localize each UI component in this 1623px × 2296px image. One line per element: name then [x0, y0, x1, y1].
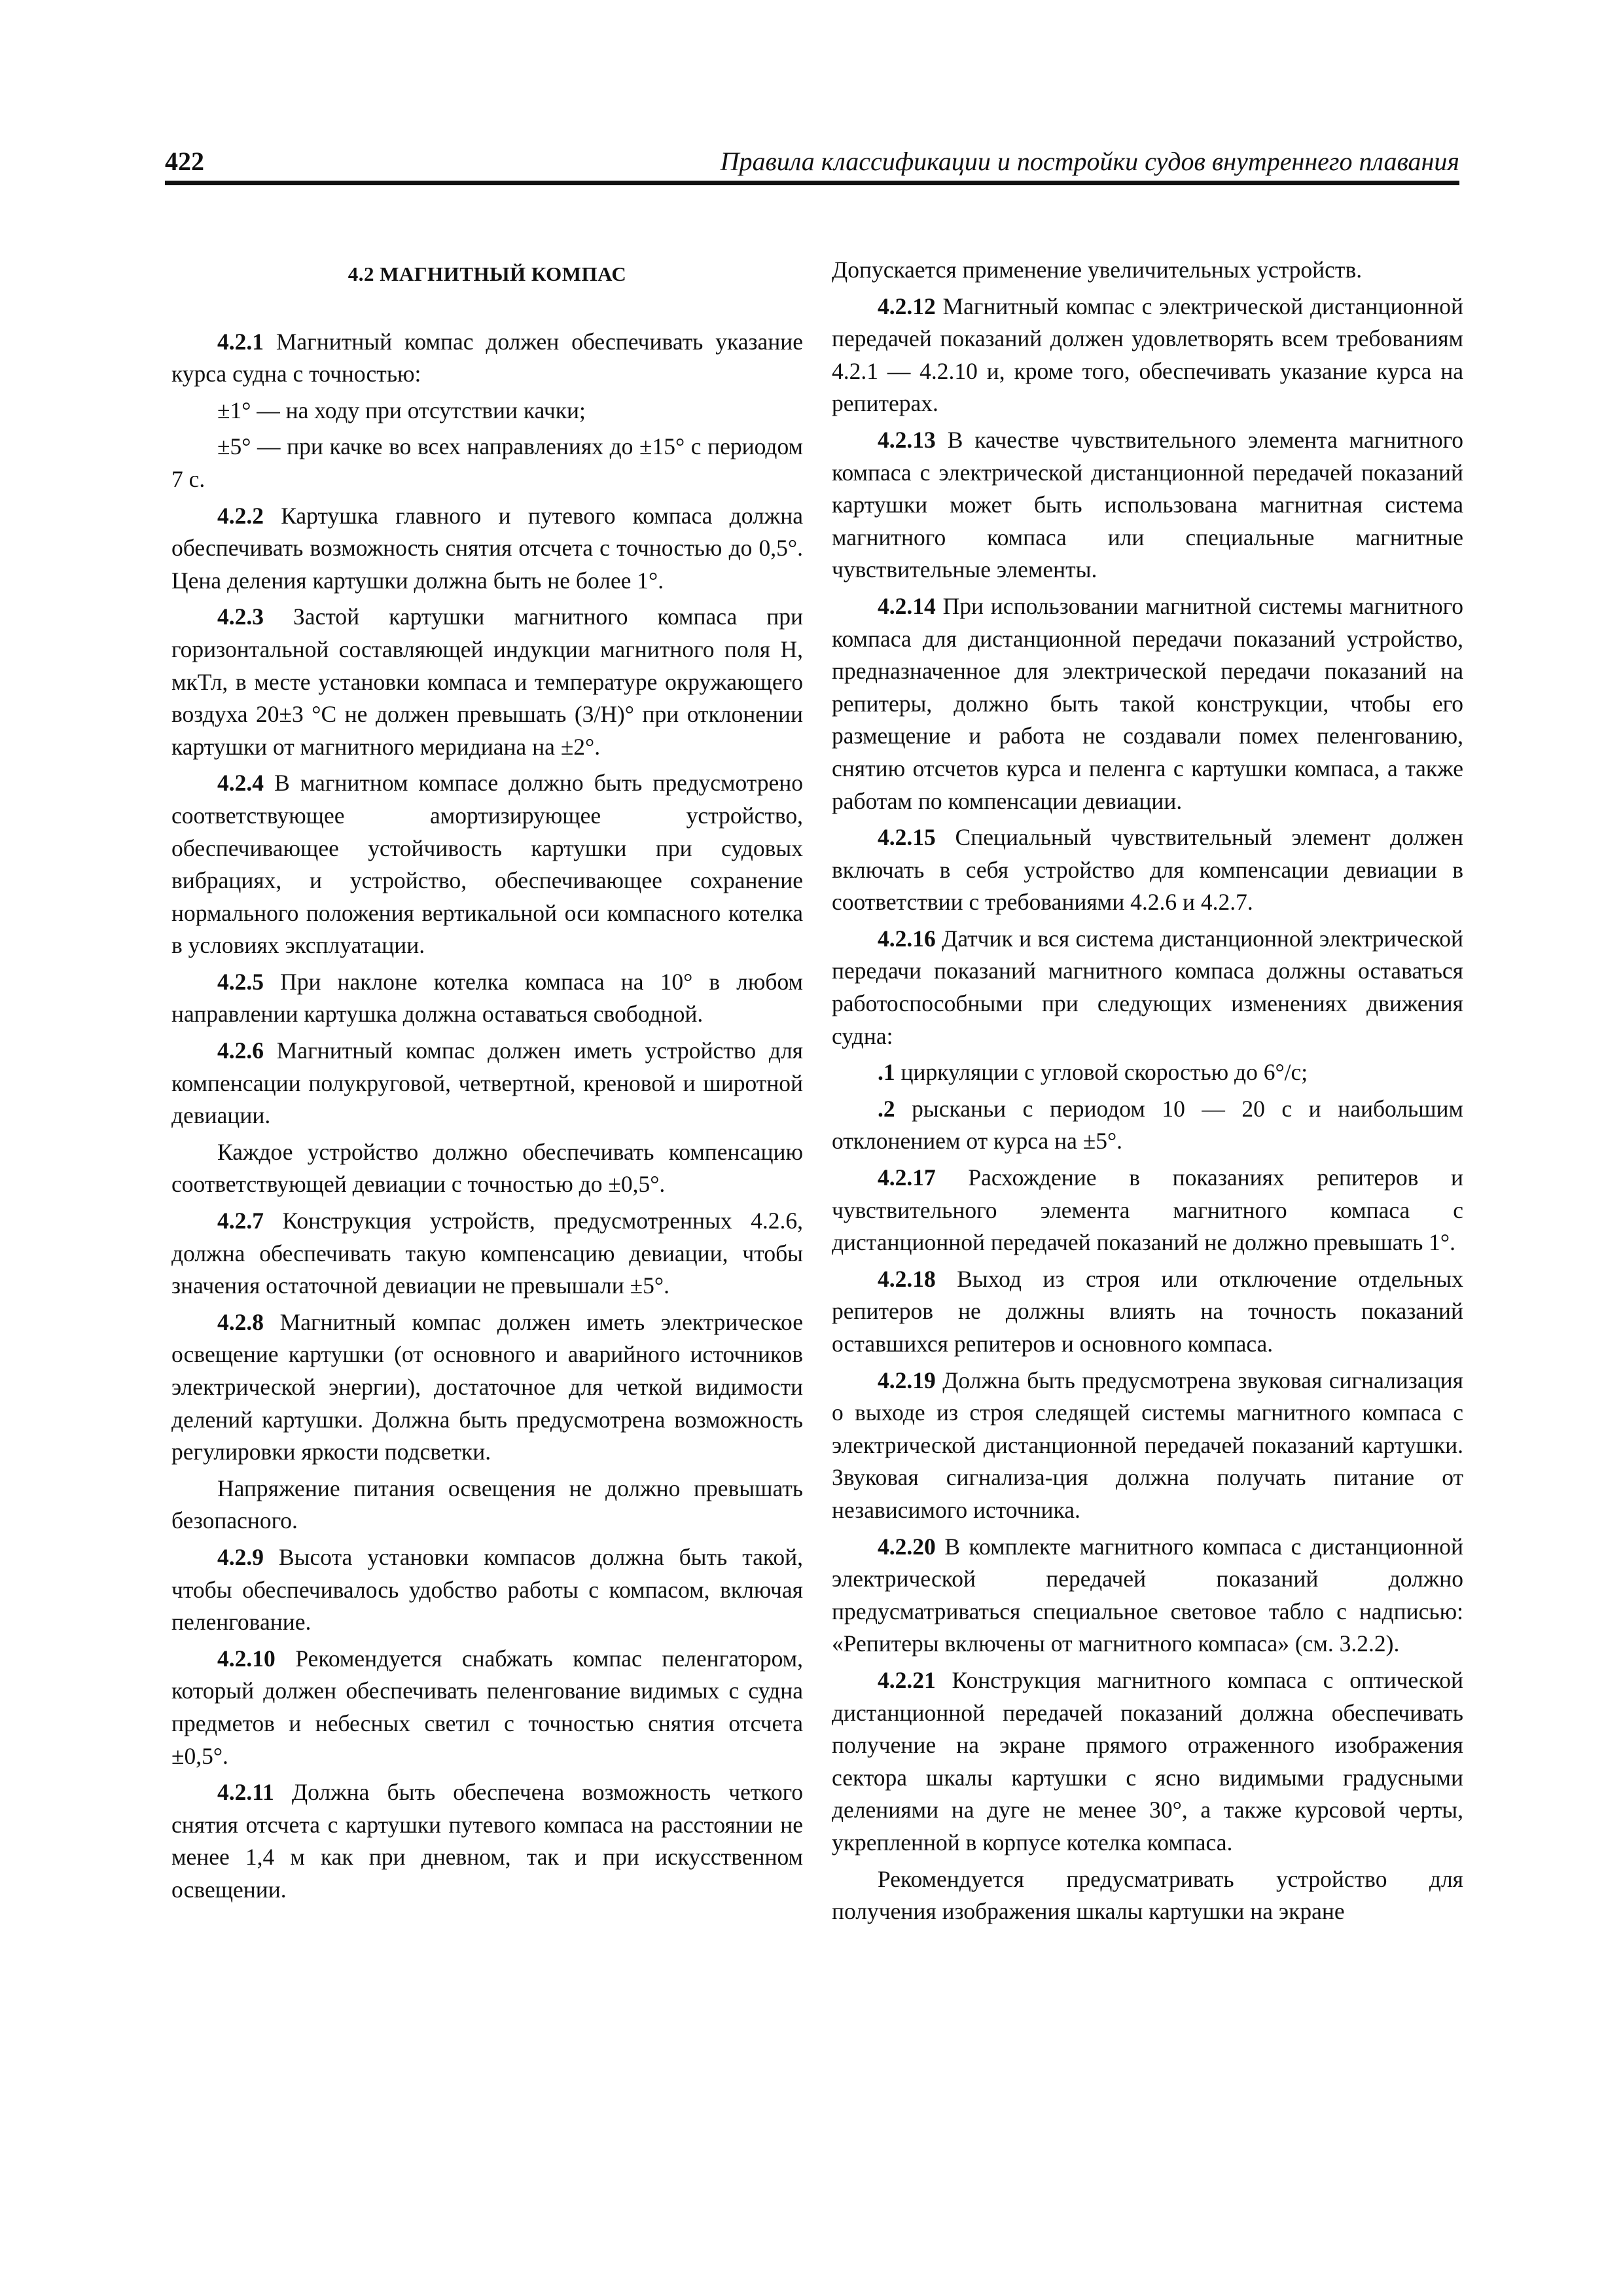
- paragraph-text: Магнитный компас должен иметь электрическое освещение картушки (от основного и аварийного источников электрической энергии), достаточное для четкой видимости делений картушки. Должна быть предусмотрена возможность регулировки яркости подсветки.: [171, 1308, 803, 1465]
- paragraph-text: Магнитный компас с электрической дистанционной передачей показаний должен удовлетворять всем требованиям 4.2.1 — 4.2.10 и, кроме того, обеспечивать указание курса на репитерах.: [832, 293, 1463, 417]
- paragraph-text: рысканьи с периодом 10 — 20 с и наибольшим отклонением от курса на ±5°.: [832, 1095, 1463, 1155]
- clause-number: 4.2.1: [217, 328, 264, 355]
- paragraph: [832, 1162, 1463, 1259]
- clause-number: 4.2.17: [878, 1164, 936, 1191]
- clause-number: 4.2.20: [878, 1533, 936, 1560]
- paragraph-text: Конструкция устройств, предусмотренных 4.2.6, должна обеспечивать такую компенсацию девиации, чтобы значения остаточной девиации не превышали ±5°.: [171, 1208, 803, 1299]
- left-column: [171, 254, 803, 1910]
- paragraph: [832, 923, 1463, 1052]
- paragraph-text: В комплекте магнитного компаса с дистанционной электрической передачей показаний должно предусматриваться специальное световое табло с надписью: «Репитеры включены от магнитного компаса» (см. 3.2.2).: [832, 1533, 1463, 1657]
- section-title: 4.2 МАГНИТНЫЙ КОМПАС: [348, 262, 627, 285]
- clause-number: 4.2.4: [217, 770, 264, 797]
- clause-number: 4.2.12: [878, 293, 936, 319]
- paragraph-text: Высота установки компасов должна быть такой, чтобы обеспечивалось удобство работы с компасом, включая пеленгование.: [171, 1543, 803, 1636]
- paragraph: [171, 966, 803, 1031]
- paragraph: [832, 1531, 1463, 1660]
- paragraph: [832, 1093, 1463, 1158]
- clause-number: 4.2.11: [217, 1779, 274, 1806]
- clause-number: 4.2.8: [217, 1308, 264, 1335]
- clause-number: 4.2.18: [878, 1265, 936, 1292]
- paragraph: [832, 1056, 1463, 1089]
- paragraph-text: Магнитный компас должен иметь устройство для компенсации полукруговой, четвертной, креновой и широтной девиации.: [171, 1037, 803, 1129]
- paragraph-text: Конструкция магнитного компаса с оптической дистанционной передачей показаний должна обеспечивать получение на экране прямого отраженного изображения сектора шкалы картушки с ясно видимыми градусными делениями на дуге не менее 30°, а также курсовой черты, укрепленной в корпусе котелка компаса.: [832, 1666, 1463, 1856]
- paragraph-text: Напряжение питания освещения не должно превышать безопасного.: [171, 1475, 803, 1534]
- clause-number: 4.2.21: [878, 1666, 936, 1693]
- paragraph-text: Должна быть предусмотрена звуковая сигнализация о выходе из строя следящей системы магнитного компаса с электрической дистанционной передачей показаний картушки. Звуковая сигнализа-ция должна получать питание от независимого источника.: [832, 1367, 1463, 1523]
- paragraph: [171, 500, 803, 598]
- paragraph: [171, 767, 803, 962]
- page-number: 422: [165, 147, 204, 176]
- paragraph: [832, 1365, 1463, 1527]
- paragraph-text: В качестве чувствительного элемента магнитного компаса с электрической дистанционной передачей показаний картушки может быть использована магнитная система магнитного компаса или специальные магнитные чувствительные элементы.: [832, 426, 1463, 583]
- paragraph: [171, 1776, 803, 1906]
- clause-number: 4.2.10: [217, 1645, 276, 1672]
- paragraph: [832, 1263, 1463, 1361]
- paragraph: [171, 326, 803, 391]
- paragraph: [171, 431, 803, 495]
- clause-number: 4.2.6: [217, 1037, 264, 1064]
- paragraph-text: При наклоне котелка компаса на 10° в любом направлении картушка должна оставаться свободной.: [171, 968, 803, 1028]
- paragraph-text: циркуляции с угловой скоростью до 6°/с;: [895, 1059, 1308, 1086]
- clause-number: 4.2.13: [878, 426, 936, 453]
- paragraph: [832, 254, 1463, 287]
- paragraph: [171, 1541, 803, 1639]
- clause-number: 4.2.9: [217, 1543, 264, 1570]
- paragraph-text: Магнитный компас должен обеспечивать указание курса судна с точностью:: [171, 328, 803, 387]
- page-header: [165, 140, 1459, 185]
- paragraph: [832, 1863, 1463, 1928]
- clause-number: 4.2.3: [217, 603, 264, 630]
- clause-number: 4.2.14: [878, 592, 936, 619]
- paragraph-text: Рекомендуется снабжать компас пеленгатором, который должен обеспечивать пеленгование видимых с судна предметов и небесных светил с точностью снятия отсчета ±0,5°.: [171, 1645, 803, 1769]
- paragraph-text: ±1° — на ходу при отсутствии качки;: [217, 397, 586, 423]
- paragraph: [171, 1306, 803, 1469]
- clause-number: 4.2.15: [878, 824, 936, 851]
- clause-number: 4.2.5: [217, 968, 264, 995]
- clause-number: 4.2.19: [878, 1367, 936, 1393]
- paragraph-text: Выход из строя или отключение отдельных репитеров не должны влиять на точность показаний оставшихся репитеров и основного компаса.: [832, 1265, 1463, 1357]
- paragraph: [171, 1473, 803, 1537]
- paragraph-text: Каждое устройство должно обеспечивать компенсацию соответствующей девиации с точностью до ±0,5°.: [171, 1138, 803, 1198]
- clause-number: 4.2.2: [217, 502, 264, 529]
- paragraph: [832, 424, 1463, 586]
- paragraph: [171, 1643, 803, 1772]
- paragraph-text: Застой картушки магнитного компаса при горизонтальной составляющей индукции магнитного поля Н, мкТл, в месте установки компаса и температуре окружающего воздуха 20±3 °С не должен превышать (3/Н)° при отклонении картушки от магнитного меридиана на ±2°.: [171, 603, 803, 760]
- paragraph: [171, 1136, 803, 1201]
- paragraph: [832, 1664, 1463, 1859]
- paragraph-text: ±5° — при качке во всех направлениях до ±15° с периодом 7 с.: [171, 433, 803, 492]
- paragraph-text: Картушка главного и путевого компаса должна обеспечивать возможность снятия отсчета с точностью до 0,5°. Цена деления картушки должна быть не более 1°.: [171, 502, 803, 594]
- paragraph-text: Должна быть обеспечена возможность четкого снятия отсчета с картушки путевого компаса на расстоянии не менее 1,4 м как при дневном, так и при искусственном освещении.: [171, 1779, 803, 1903]
- clause-number: 4.2.7: [217, 1208, 264, 1234]
- clause-number: 4.2.16: [878, 925, 936, 952]
- paragraph-text: Рекомендуется предусматривать устройство для получения изображения шкалы картушки на экране: [832, 1865, 1463, 1925]
- clause-number: .1: [878, 1059, 895, 1086]
- paragraph-text: При использовании магнитной системы магнитного компаса для дистанционной передачи показаний устройство, предназначенное для электрической передачи показаний на репитеры, должно быть такой конструкции, чтобы его размещение и работа не создавали помех пеленгованию, снятию отсчетов курса и пеленга с картушки компаса, а также работам по компенсации девиации.: [832, 592, 1463, 814]
- paragraph: [171, 1205, 803, 1302]
- right-column: [832, 254, 1463, 1932]
- paragraph: [832, 291, 1463, 420]
- paragraph-text: Допускается применение увеличительных устройств.: [832, 257, 1363, 283]
- paragraph-text: В магнитном компасе должно быть предусмотрено соответствующее амортизирующее устройство, обеспечивающее устойчивость картушки при судовых вибрациях, и устройство, обеспечивающее сохранение нормального положения вертикальной оси компасного котелка в условиях эксплуатации.: [171, 770, 803, 959]
- running-title: Правила классификации и постройки судов внутреннего плавания: [720, 147, 1459, 176]
- paragraph: [832, 821, 1463, 919]
- paragraph: [171, 1035, 803, 1132]
- paragraph-text: Расхождение в показаниях репитеров и чувствительного элемента магнитного компаса с дистанционной передачей показаний не должно превышать 1°.: [832, 1164, 1463, 1256]
- paragraph-text: Датчик и вся система дистанционной электрической передачи показаний магнитного компаса должны оставаться работоспособными при следующих изменениях движения судна:: [832, 925, 1463, 1049]
- paragraph: [832, 590, 1463, 817]
- paragraph: [171, 395, 803, 427]
- paragraph: [171, 601, 803, 763]
- paragraph-text: Специальный чувствительный элемент должен включать в себя устройство для компенсации девиации в соответствии с требованиями 4.2.6 и 4.2.7.: [832, 824, 1463, 916]
- clause-number: .2: [878, 1095, 895, 1122]
